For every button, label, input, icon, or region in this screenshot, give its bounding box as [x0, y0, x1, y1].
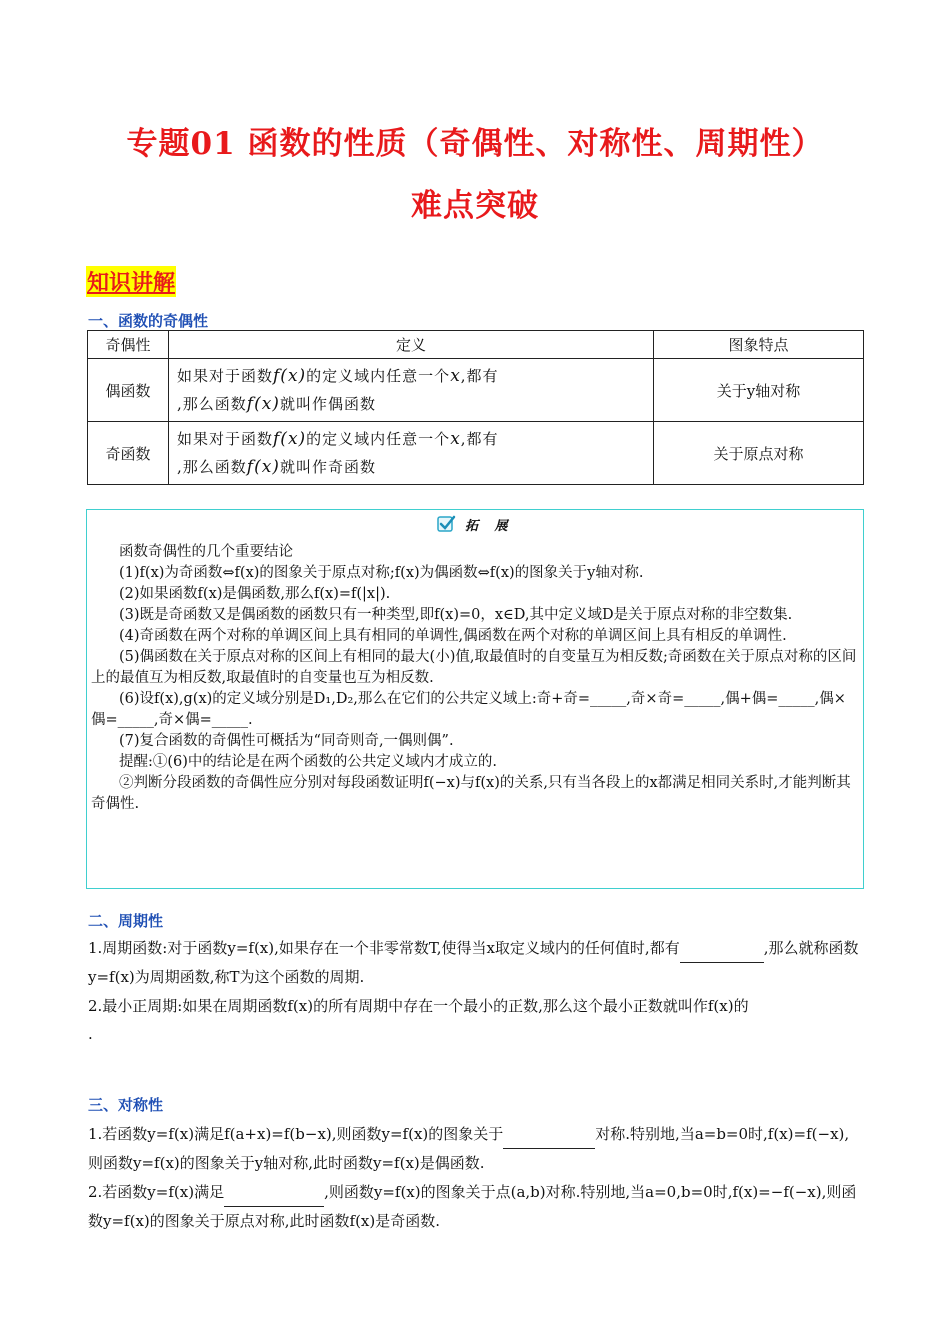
math-fx: f(x): [273, 429, 307, 449]
table-cell-feature: 关于原点对称: [654, 422, 864, 485]
ext-item-7: (7)复合函数的奇偶性可概括为“同奇则奇,一偶则偶”.: [119, 733, 454, 749]
ext-item-6: (6)设f(x),g(x)的定义域分别是D₁,D₂,那么在它们的公共定义域上:奇+奇=_____,奇×奇=_____,偶+偶=_____,偶×偶=_____,奇×偶=_____.: [91, 691, 846, 728]
blank-line: [224, 1178, 324, 1207]
symmetry-text: 对称.特别地,当a=b=0时,f(x)=f(−x),则函数y=f(x)的图象关于y轴对称,此时函数y=f(x)是偶函数.: [88, 1125, 850, 1172]
math-fx: f(x): [273, 366, 307, 386]
def-text: 的定义域内任意一个: [306, 430, 451, 448]
section-heading-period: 二、周期性: [88, 912, 164, 930]
extension-header: [87, 514, 863, 542]
ext-item-3: (3)既是奇函数又是偶函数的函数只有一种类型,即f(x)=0，x∈D,其中定义域D是关于原点对称的非空数集.: [119, 607, 793, 623]
check-icon: [436, 514, 456, 534]
def-text: 如果对于函数: [177, 367, 274, 385]
section-heading-symmetry: 三、对称性: [88, 1096, 164, 1114]
def-text: ,那么函数: [177, 458, 247, 476]
table-row: [88, 422, 864, 485]
period-text: 2.最小正周期:如果在周期函数f(x)的所有周期中存在一个最小的正数,那么这个最小正数就叫作f(x)的: [88, 997, 749, 1015]
table-cell-definition: [169, 359, 654, 422]
period-paragraph-1: [88, 934, 864, 991]
math-fx: f(x): [246, 457, 280, 477]
table-header: 定义: [169, 331, 654, 359]
table-header: 图象特点: [654, 331, 864, 359]
ext-item-5: (5)偶函数在关于原点对称的区间上有相同的最大(小)值,取最值时的自变量互为相反数;奇函数在关于原点对称的区间上的最值互为相反数,取最值时的自变量也互为相反数.: [91, 649, 857, 686]
def-text: ,都有: [460, 430, 499, 448]
section-badge: 知识讲解: [86, 266, 176, 297]
section-heading-parity: 一、函数的奇偶性: [88, 312, 209, 330]
page-subtitle: 难点突破: [411, 188, 539, 224]
table-row: [88, 359, 864, 422]
blank-line: [680, 934, 764, 963]
period-text: .: [88, 1025, 93, 1043]
symmetry-text: 2.若函数y=f(x)满足: [88, 1183, 225, 1201]
ext-item-4: (4)奇函数在两个对称的单调区间上具有相同的单调性,偶函数在两个对称的单调区间上具有相反的单调性.: [119, 628, 787, 644]
ext-intro: 函数奇偶性的几个重要结论: [119, 544, 293, 560]
math-fx: f(x): [246, 394, 280, 414]
def-text: 就叫作奇函数: [279, 458, 376, 476]
blank-line: [503, 1120, 595, 1149]
table-cell-feature: 关于y轴对称: [654, 359, 864, 422]
period-text: ,那么就称函数y=f(x)为周期函数,称T为这个函数的周期.: [88, 939, 859, 986]
symmetry-text: 1.若函数y=f(x)满足f(a+x)=f(b−x),则函数y=f(x)的图象关于: [88, 1125, 504, 1143]
extension-label: 拓 展: [465, 518, 514, 534]
def-text: 的定义域内任意一个: [306, 367, 451, 385]
ext-item-1: (1)f(x)为奇函数⇔f(x)的图象关于原点对称;f(x)为偶函数⇔f(x)的图象关于y轴对称.: [119, 565, 644, 581]
table-cell-name: 偶函数: [88, 359, 169, 422]
def-text: ,都有: [460, 367, 499, 385]
math-x: x: [450, 429, 461, 449]
ext-note-1: 提醒:①(6)中的结论是在两个函数的公共定义域内才成立的.: [119, 754, 498, 770]
symmetry-text: ,则函数y=f(x)的图象关于点(a,b)对称.特别地,当a=0,b=0时,f(x)=−f(−x),则函数y=f(x)的图象关于原点对称,此时函数f(x)是奇函数.: [88, 1183, 857, 1230]
period-paragraph-2: [88, 992, 864, 1048]
def-text: 就叫作偶函数: [279, 395, 376, 413]
def-text: 如果对于函数: [177, 430, 274, 448]
math-x: x: [450, 366, 461, 386]
table-cell-definition: [169, 422, 654, 485]
page-title: 专题01 函数的性质（奇偶性、对称性、周期性）: [126, 126, 824, 162]
symmetry-paragraph-1: [88, 1120, 864, 1177]
ext-note-2: ②判断分段函数的奇偶性应分别对每段函数证明f(−x)与f(x)的关系,只有当各段上的x都满足相同关系时,才能判断其奇偶性.: [91, 775, 851, 812]
extension-box: [86, 509, 864, 889]
ext-item-2: (2)如果函数f(x)是偶函数,那么f(x)=f(|x|).: [119, 586, 391, 602]
table-cell-name: 奇函数: [88, 422, 169, 485]
period-text: 1.周期函数:对于函数y=f(x),如果存在一个非零常数T,使得当x取定义域内的任何值时,都有: [88, 939, 680, 957]
table-header: 奇偶性: [88, 331, 169, 359]
symmetry-paragraph-2: [88, 1178, 864, 1235]
parity-table: [87, 330, 864, 485]
table-header-row: [88, 331, 864, 359]
def-text: ,那么函数: [177, 395, 247, 413]
